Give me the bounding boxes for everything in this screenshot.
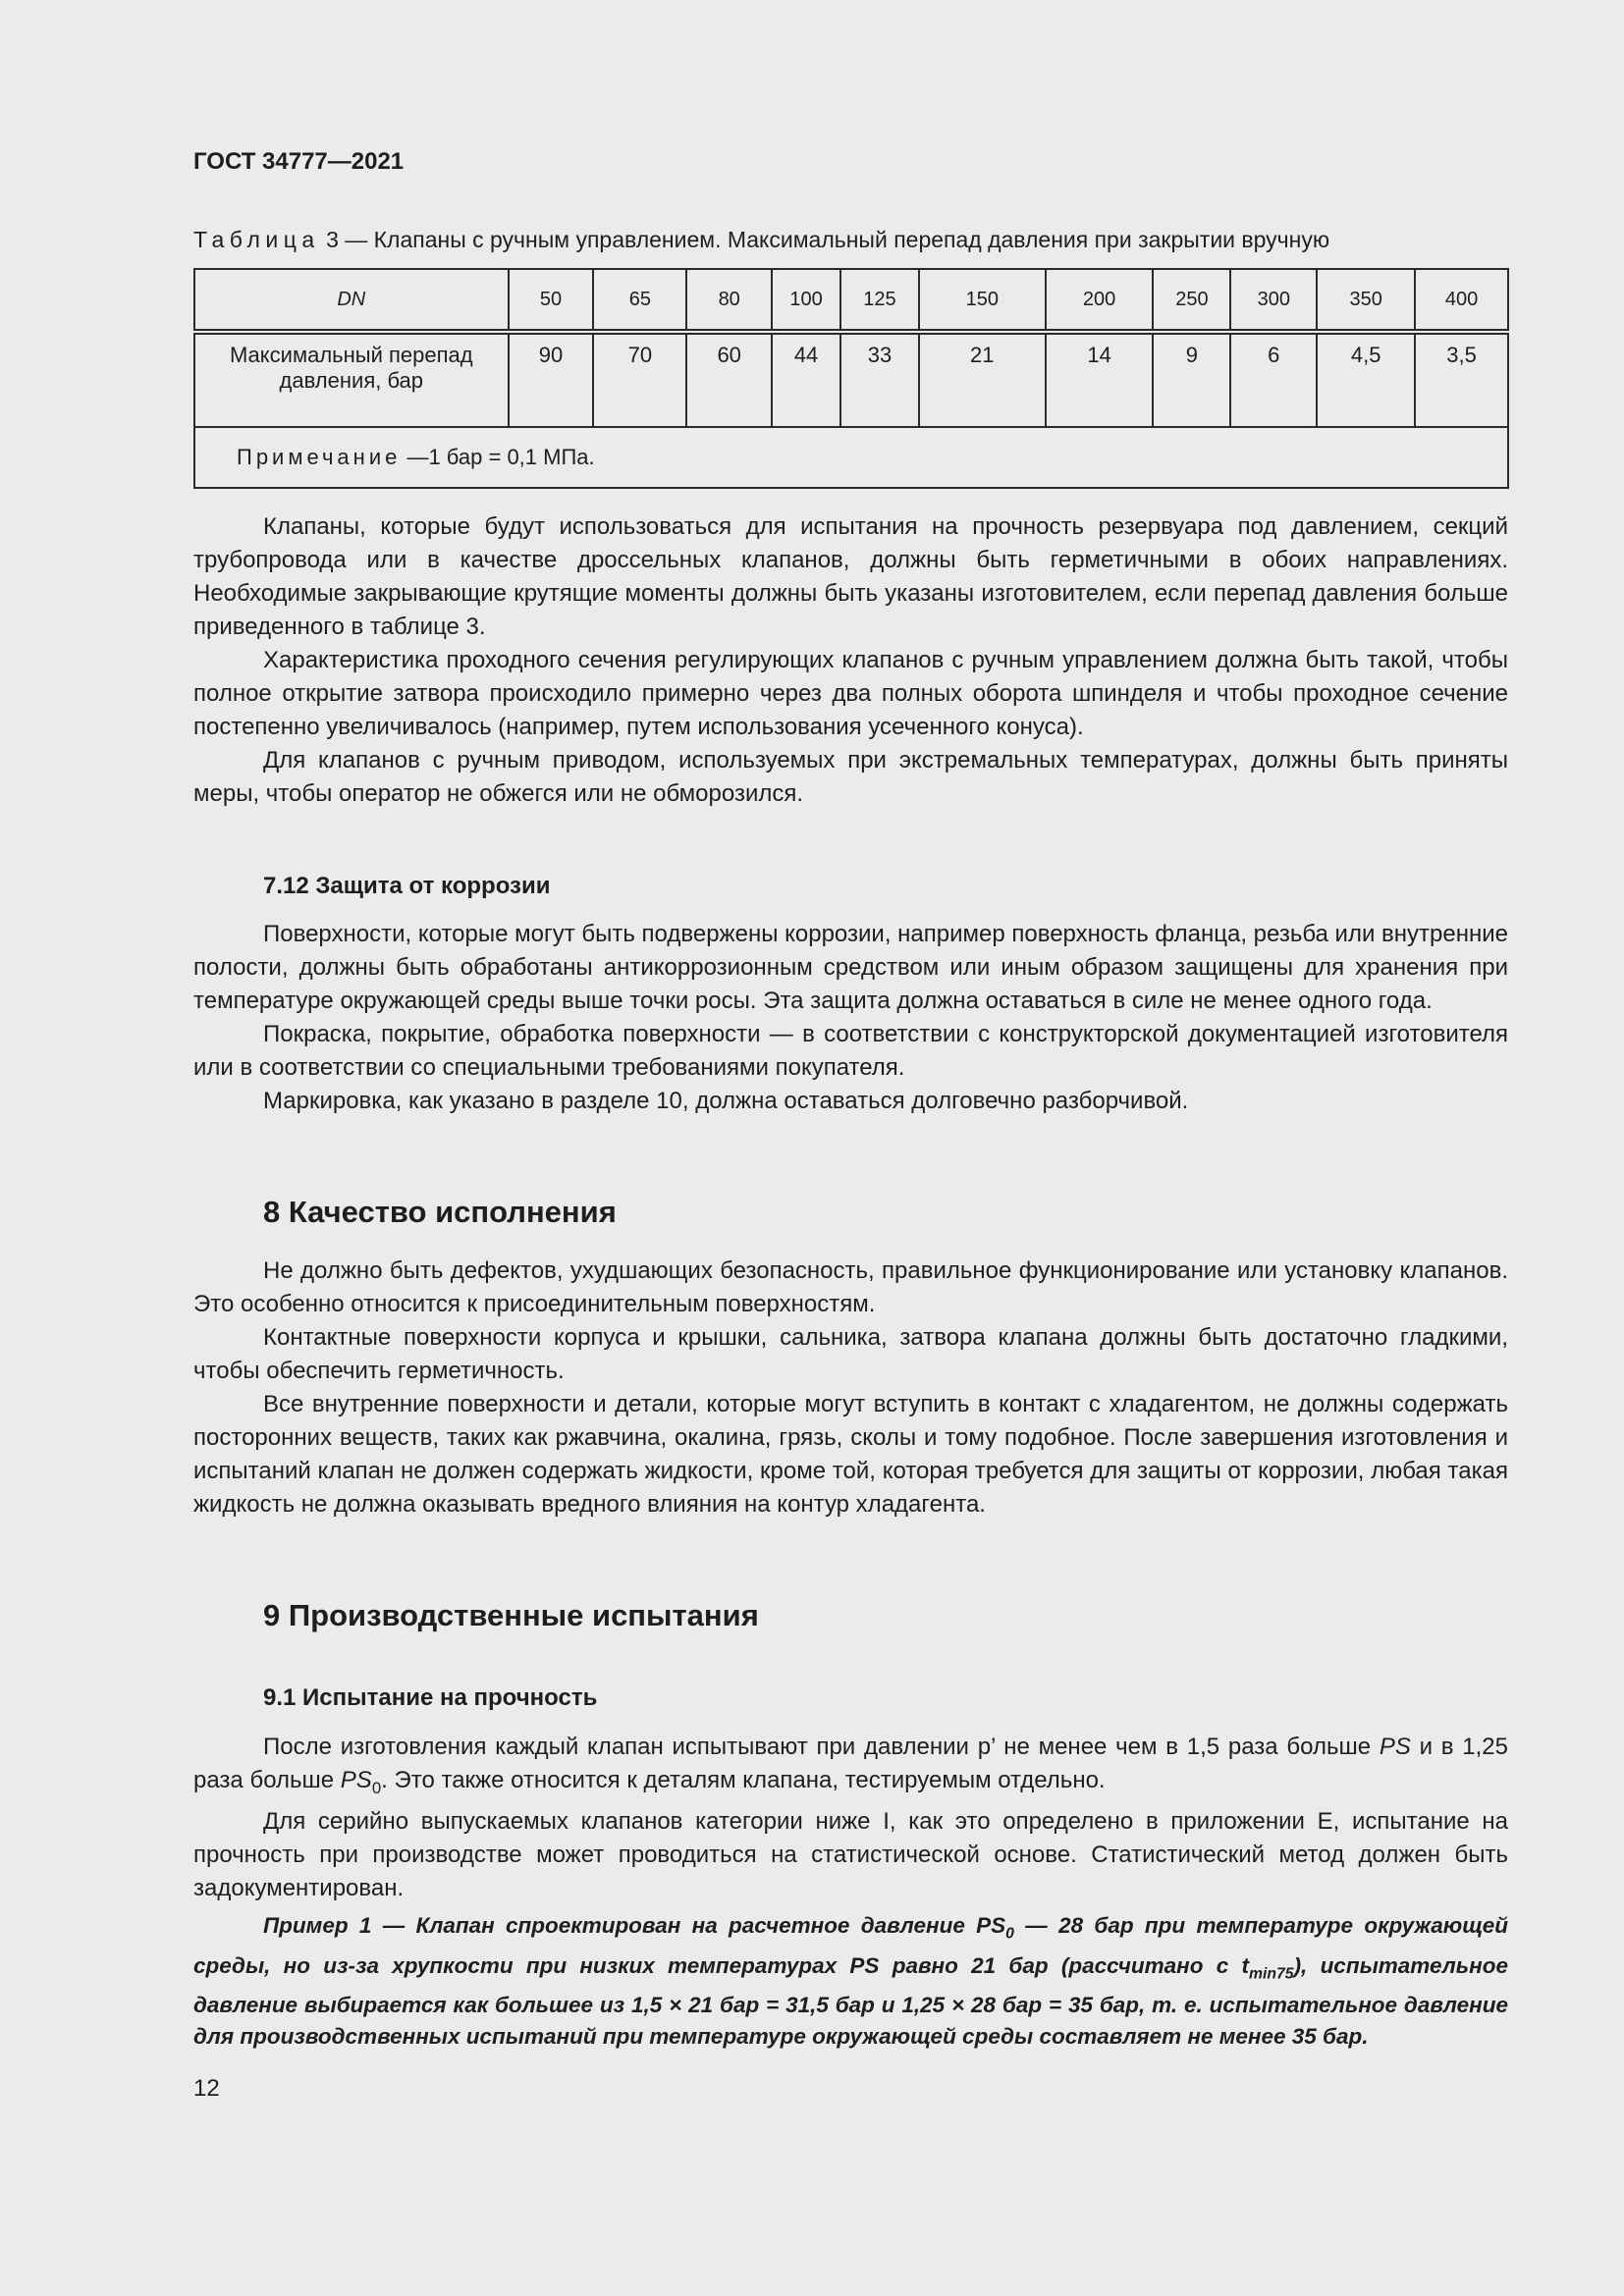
value-cell: 33 — [840, 332, 919, 427]
value-cell: 21 — [919, 332, 1046, 427]
value-cell: 14 — [1046, 332, 1154, 427]
table-caption-text: 3 — Клапаны с ручным управлением. Максимальный перепад давления при закрытии вручную — [319, 227, 1330, 252]
dn-cell: 200 — [1046, 269, 1154, 332]
paragraph: Маркировка, как указано в разделе 10, должна оставаться долговечно разборчивой. — [263, 1088, 1189, 1114]
value-cell: 60 — [686, 332, 772, 427]
section-heading-7-12: 7.12 Защита от коррозии — [263, 873, 551, 899]
section-heading-9: 9 Производственные испытания — [263, 1598, 759, 1632]
paragraph: Покраска, покрытие, обработка поверхности — в соответствии с конструкторской документацией изготовителя или в соответствии со специальными требованиями покупателя. — [193, 1021, 1508, 1081]
dn-cell: 250 — [1153, 269, 1230, 332]
table-caption — [193, 227, 1329, 253]
paragraph: Клапаны, которые будут использоваться для испытания на прочность резервуара под давлением, секций трубопровода или в качестве дроссельных клапанов, должны быть герметичными в обоих направлениях. Необходимые закрывающие крутящие моменты должны быть указаны изготовителем, если перепад давления больше приведенного в таблице 3. — [193, 513, 1508, 640]
table-note-cell — [194, 427, 1508, 488]
value-cell: 9 — [1153, 332, 1230, 427]
text-block-a — [193, 510, 1508, 811]
value-cell: 44 — [772, 332, 840, 427]
value-cell: 3,5 — [1415, 332, 1508, 427]
section-heading-9-1: 9.1 Испытание на прочность — [263, 1684, 598, 1711]
dn-label-cell: DN — [194, 269, 509, 332]
paragraph: Для клапанов с ручным приводом, используемых при экстремальных температурах, должны быть приняты меры, чтобы оператор не обжегся или не обморозился. — [193, 747, 1508, 807]
example-note: Пример 1 — Клапан спроектирован на расчетное давление $PS_0$ — 28 бар при температуре окружающей среды, но из-за хрупкости при низких температурах PS равно 21 бар (рассчитано с $t_{min75}$), испытательное давление выбирается как большее из 1,5 × 21 бар = 31,5 бар и 1,25 × 28 бар = 35 бар, т. е. испытательное давление для производственных испытаний при температуре окружающей среды составляет не менее 35 бар. — [193, 1913, 1509, 2049]
dn-cell: 80 — [686, 269, 772, 332]
dn-cell: 65 — [593, 269, 686, 332]
value-cell: 90 — [509, 332, 594, 427]
dn-cell: 50 — [509, 269, 594, 332]
table-note-row — [194, 427, 1508, 488]
pressure-table — [193, 268, 1509, 489]
document-header: ГОСТ 34777—2021 — [193, 148, 405, 175]
dn-cell: 350 — [1317, 269, 1415, 332]
text-block-b — [193, 918, 1508, 1118]
table-caption-label: Таблица — [193, 227, 320, 252]
paragraph: Характеристика проходного сечения регулирующих клапанов с ручным управлением должна быть такой, чтобы полное открытие затвора происходило примерно через два полных оборота шпинделя и чтобы проходное сечение постепенно увеличивалось (например, путем использования усеченного конуса). — [193, 647, 1508, 740]
table-header-row — [194, 269, 1508, 332]
text-block-c — [193, 1255, 1508, 1522]
note-text: —1 бар = 0,1 МПа. — [401, 445, 595, 469]
section-heading-8: 8 Качество исполнения — [263, 1195, 617, 1229]
dn-cell: 100 — [772, 269, 840, 332]
text-block-d — [193, 1731, 1508, 1905]
paragraph: Все внутренние поверхности и детали, которые могут вступить в контакт с хладагентом, не должны содержать посторонних веществ, таких как ржавчина, окалина, грязь, сколы и тому подобное. После завершения изготовления и испытаний клапан не должен содержать жидкости, кроме той, которая требуется для защиты от коррозии, любая такая жидкость не должна оказывать вредного влияния на контур хладагента. — [193, 1391, 1508, 1518]
dn-cell: 300 — [1230, 269, 1317, 332]
dn-cell: 400 — [1415, 269, 1508, 332]
value-cell: 6 — [1230, 332, 1317, 427]
paragraph: Для серийно выпускаемых клапанов категории ниже I, как это определено в приложении Е, испытание на прочность при производстве может проводиться на статистической основе. Статистический метод должен быть задокументирован. — [193, 1807, 1508, 1901]
paragraph: Поверхности, которые могут быть подвержены коррозии, например поверхность фланца, резьба или внутренние полости, должны быть обработаны антикоррозионным средством или иным образом защищены для хранения при температуре окружающей среды выше точки росы. Эта защита должна оставаться в силе не менее одного года. — [193, 921, 1508, 1014]
value-cell: 4,5 — [1317, 332, 1415, 427]
value-cell: 70 — [593, 332, 686, 427]
page-number: 12 — [193, 2075, 220, 2102]
note-label: Примечание — [237, 445, 402, 469]
table-value-row — [194, 332, 1508, 427]
paragraph: Не должно быть дефектов, ухудшающих безопасность, правильное функционирование или установку клапанов. Это особенно относится к присоединительным поверхностям. — [193, 1257, 1508, 1317]
paragraph: Контактные поверхности корпуса и крышки, сальника, затвора клапана должны быть достаточно гладкими, чтобы обеспечить герметичность. — [193, 1324, 1508, 1384]
row-label-cell: Максимальный перепад давления, бар — [194, 332, 509, 427]
dn-cell: 150 — [919, 269, 1046, 332]
paragraph: После изготовления каждый клапан испытывают при давлении p’ не менее чем в 1,5 раза больше PS и в 1,25 раза больше $PS_0$. Это также относится к деталям клапана, тестируемым отдельно. — [193, 1734, 1508, 1797]
dn-cell: 125 — [840, 269, 919, 332]
